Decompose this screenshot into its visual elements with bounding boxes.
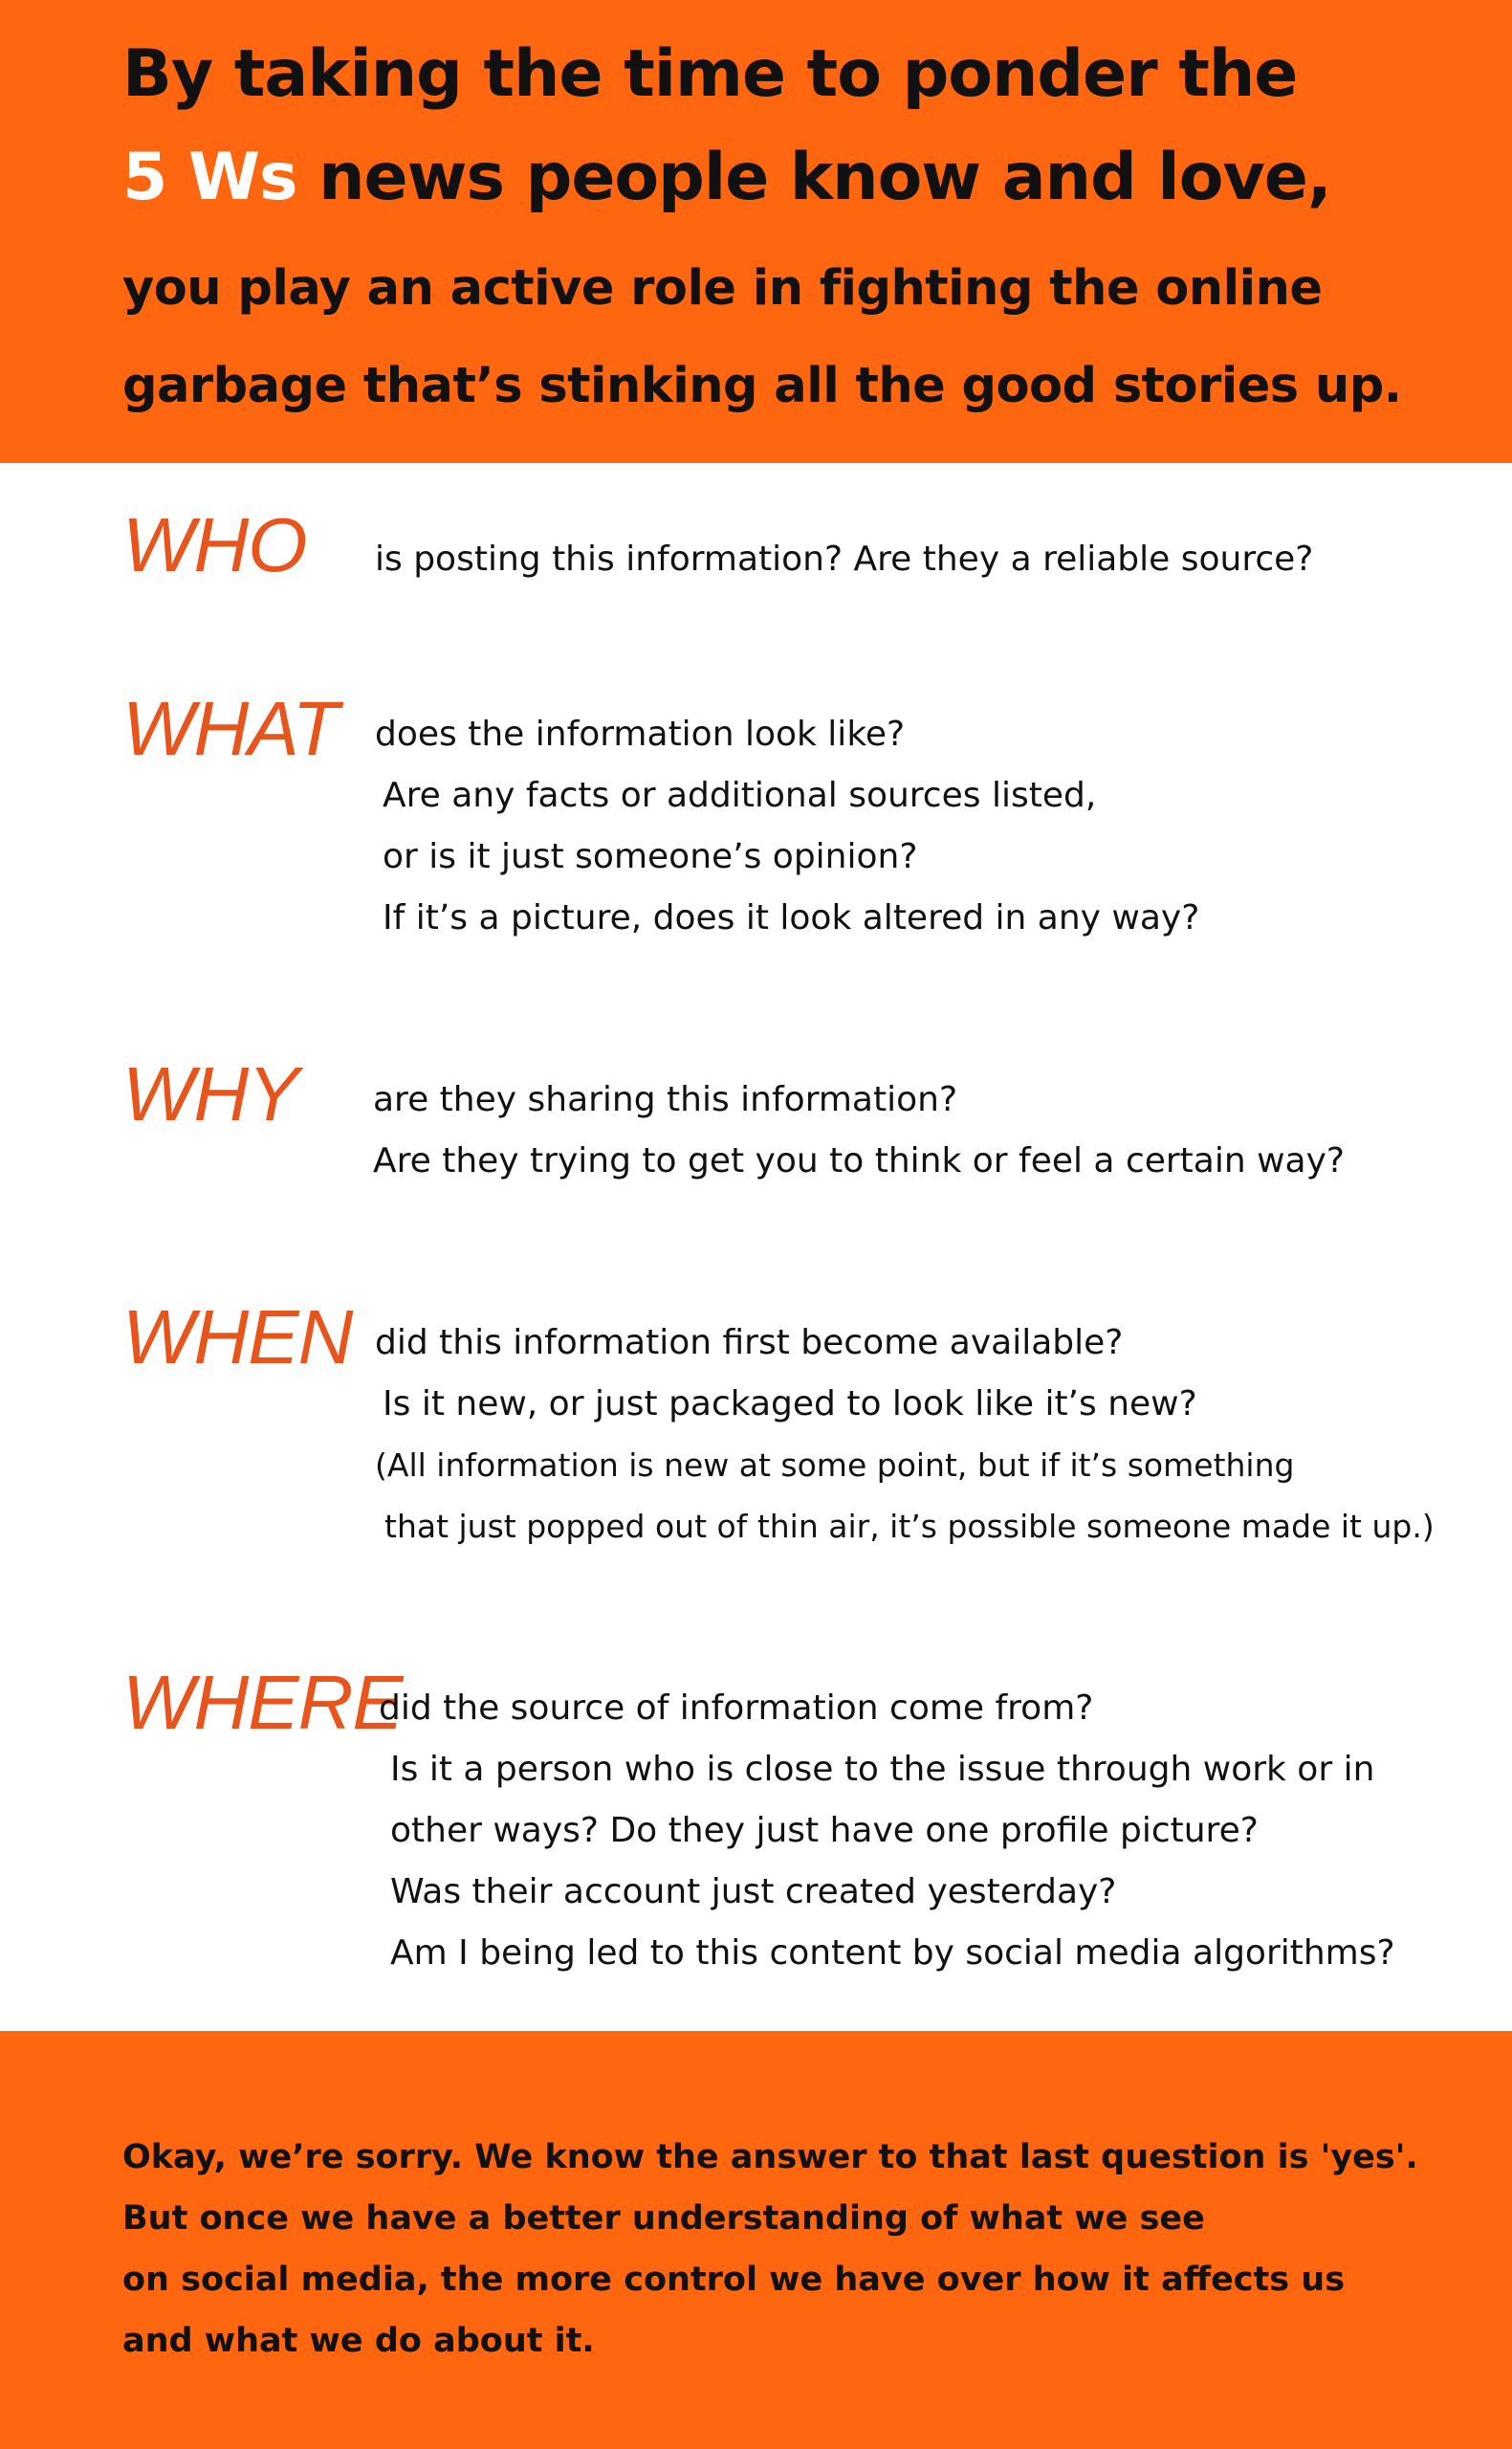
- where-line: did the source of information come from?: [379, 1688, 1094, 1728]
- header-line-1: By taking the time to ponder the: [122, 36, 1298, 112]
- what-label: WHAT: [122, 686, 339, 771]
- what-line: or is it just someone’s opinion?: [383, 837, 918, 876]
- when-text: [375, 1313, 1435, 1557]
- why-line: are they sharing this information?: [373, 1080, 958, 1119]
- what-line: If it’s a picture, does it look altered in any way?: [383, 898, 1200, 938]
- where-line: other ways? Do they just have one profile picture?: [390, 1811, 1259, 1850]
- header-line-3: you play an active role in fighting the online: [122, 260, 1323, 317]
- when-line: did this information first become available?: [375, 1323, 1124, 1362]
- header-banner: [0, 0, 1512, 463]
- when-label: WHEN: [122, 1294, 353, 1379]
- why-label: WHY: [122, 1051, 298, 1136]
- footer-banner: [0, 2031, 1512, 2449]
- what-line: does the information look like?: [375, 715, 906, 754]
- footer-text: [122, 2127, 1418, 2372]
- footer-line: on social media, the more control we have over how it affects us: [122, 2261, 1346, 2299]
- header-line-4: garbage that’s stinking all the good stories up.: [122, 358, 1402, 414]
- when-note-line: (All information is new at some point, but if it’s something: [375, 1446, 1295, 1484]
- why-text: [373, 1070, 1345, 1192]
- when-note-line: that just popped out of thin air, it’s possible someone made it up.): [384, 1508, 1435, 1545]
- five-ws-highlight: 5 Ws: [122, 140, 297, 215]
- who-line: is posting this information? Are they a reliable source?: [375, 540, 1314, 579]
- footer-line: Okay, we’re sorry. We know the answer to that last question is 'yes'.: [122, 2138, 1418, 2176]
- who-label: WHO: [122, 502, 307, 587]
- header-line-2-rest: news people know and love,: [296, 140, 1331, 215]
- where-line: Was their account just created yesterday?: [390, 1872, 1117, 1911]
- where-label: WHERE: [122, 1660, 403, 1745]
- footer-line: and what we do about it.: [122, 2322, 595, 2360]
- why-line: Are they trying to get you to think or feel a certain way?: [373, 1141, 1346, 1180]
- when-line: Is it new, or just packaged to look like it’s new?: [383, 1384, 1197, 1423]
- where-text: [379, 1678, 1395, 1984]
- who-text: [375, 529, 1313, 590]
- where-line: Is it a person who is close to the issue through work or in: [390, 1750, 1375, 1789]
- header-line-2: [122, 140, 1331, 215]
- where-line: Am I being led to this content by social media algorithms?: [390, 1933, 1395, 1973]
- what-line: Are any facts or additional sources listed,: [383, 776, 1097, 815]
- footer-line: But once we have a better understanding of what we see: [122, 2199, 1205, 2238]
- what-text: [375, 704, 1199, 949]
